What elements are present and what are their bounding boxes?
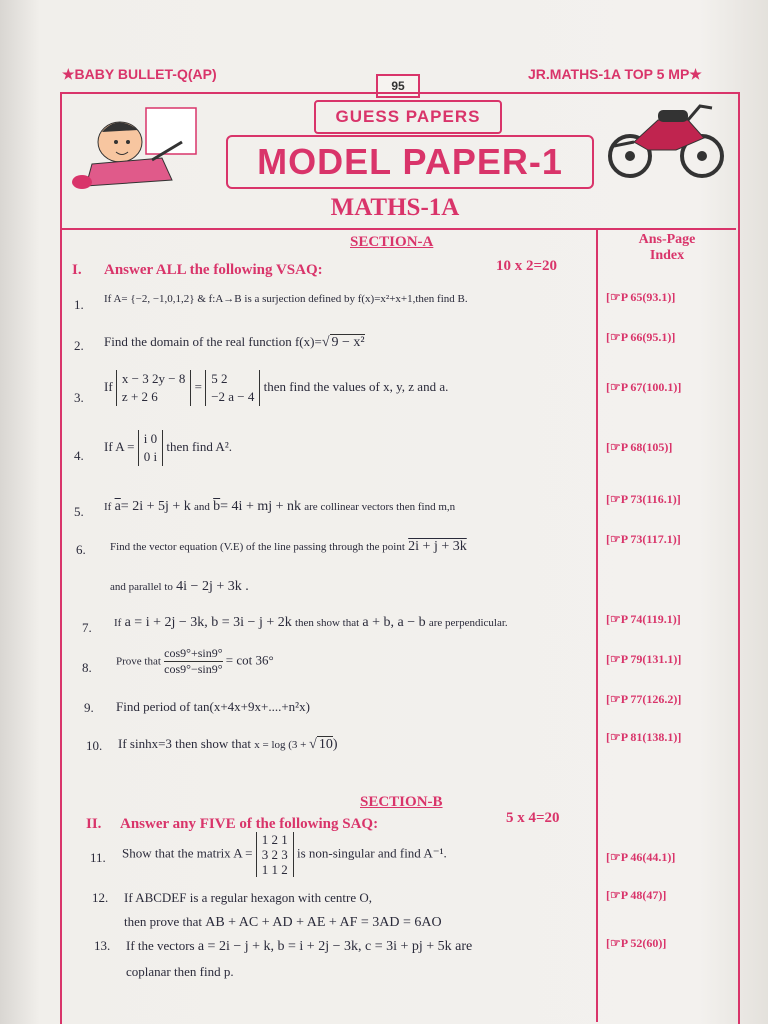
q13-text2: coplanar then find p. (126, 964, 234, 979)
q3-m1-row1: x − 3 2y − 8 (121, 371, 186, 386)
q11-text: is non-singular and find A⁻¹. (296, 845, 447, 861)
q9-number: 9. (84, 700, 94, 715)
q13-number: 13. (94, 938, 111, 953)
q7-expr2: a + b, a − b (362, 615, 426, 630)
q8-lead: Prove that (116, 655, 161, 668)
q11-ref: [☞P 46(44.1)] (606, 850, 676, 864)
q6-direction: 4i − 2j + 3k . (176, 579, 249, 594)
q4-number: 4. (74, 448, 84, 463)
q7-ref: [☞P 74(119.1)] (606, 612, 681, 626)
q3-m2-row1: 5 2 (211, 371, 228, 386)
q3-m2-row2: −2 a − 4 (211, 389, 255, 404)
q5-vec-a: $\overline{a}$ (114, 499, 121, 514)
q4-line (104, 430, 232, 466)
q8-denominator: cos9°−sin9° (164, 662, 223, 676)
q12-text: If ABCDEF is a regular hexagon with centre O, (124, 890, 373, 905)
q5-and: and (194, 501, 210, 513)
section-b-roman: II. (86, 816, 102, 832)
q13-expr: a = 2i − j + k, b = i + 2j − 3k, c = 3i + pj + 5k are (197, 939, 473, 954)
index-header-line2: Index (649, 248, 685, 263)
q10-ref: [☞P 81(138.1)] (606, 730, 682, 744)
q7-number: 7. (82, 620, 92, 635)
q5-tail: are collinear vectors then find m,n (304, 501, 456, 513)
q4-row1: i 0 (143, 431, 158, 446)
q9-text: Find period of tan(x+4x+9x+....+n²x) (116, 699, 310, 714)
q12-expr: AB + AC + AD + AE + AF = 3AD = 6AO (205, 915, 442, 930)
table-top-rule (60, 228, 736, 230)
section-b-instruction: Answer any FIVE of the following SAQ: (120, 816, 379, 832)
q5-expr-b: = 4i + mj + nk (220, 499, 302, 514)
q4-matrix (138, 430, 163, 466)
q1-text: If A= {−2, −1,0,1,2} & f:A→B is a surjection defined by f(x)=x²+x+1,then find B. (104, 293, 468, 305)
q13-text: If the vectors (126, 938, 195, 953)
q3-matrix-1 (116, 370, 191, 406)
q10-number: 10. (86, 738, 103, 753)
q5-line (104, 498, 455, 515)
q11-number: 11. (90, 850, 106, 865)
page-number: 95 (376, 74, 420, 98)
q1-ref: [☞P 65(93.1)] (606, 290, 676, 304)
q3-m1-row2: z + 2 6 (121, 389, 158, 404)
q7-line (114, 614, 508, 631)
index-header (612, 232, 722, 264)
q4-ref: [☞P 68(105)] (606, 440, 673, 454)
q1-number: 1. (74, 297, 84, 312)
q7-p3: are perpendicular. (428, 617, 508, 629)
q6-number: 6. (76, 542, 86, 557)
q4-text: then find A². (166, 438, 232, 454)
section-b-marks: 5 x 4=20 (506, 810, 560, 826)
q2-ref: [☞P 66(95.1)] (606, 330, 676, 344)
q6-text2: and parallel to (110, 581, 173, 593)
q11-row1: 1 2 1 (261, 832, 288, 847)
q5-p1: If (104, 501, 112, 513)
q8-rhs: = cot 36° (225, 652, 274, 668)
q4-row2: 0 i (143, 449, 158, 464)
q8-numerator: cos9°+sin9° (164, 646, 223, 660)
q3-ref: [☞P 67(100.1)] (606, 380, 682, 394)
q5-expr-a: = 2i + 5j + k (120, 499, 191, 514)
q5-vec-b: $\overline{b}$ (213, 499, 221, 514)
section-a-title: SECTION-A (350, 234, 434, 250)
q11-row3: 1 1 2 (261, 862, 288, 877)
q6-text: Find the vector equation (V.E) of the line passing through the point (110, 541, 405, 553)
q5-number: 5. (74, 504, 84, 519)
q6-line (110, 538, 467, 555)
q2-number: 2. (74, 338, 84, 353)
q6-ref: [☞P 73(117.1)] (606, 532, 681, 546)
q12-line2 (124, 914, 442, 931)
q3-lead: If (104, 378, 113, 394)
subject-title: MATHS-1A (330, 194, 460, 221)
q6-point: 2i + j + 3k (408, 539, 467, 554)
q5-ref: [☞P 73(116.1)] (606, 492, 681, 506)
q11-lead: Show that the matrix A = (122, 845, 253, 861)
model-paper-title: MODEL PAPER-1 (226, 135, 594, 189)
header-right: JR.MATHS-1A TOP 5 MP★ (528, 66, 702, 82)
section-a-instruction: Answer ALL the following VSAQ: (104, 262, 323, 278)
q12-ref: [☞P 48(47)] (606, 888, 667, 902)
q6-line2 (110, 578, 249, 595)
q10-close: ) (332, 737, 338, 752)
q3-matrix-2 (205, 370, 260, 406)
boy-illustration (72, 102, 202, 197)
q13-line (126, 938, 472, 955)
q12-number: 12. (92, 890, 109, 905)
q2-radicand: 9 − x² (331, 335, 365, 350)
q4-lead: If A = (104, 438, 135, 454)
q11-row2: 3 2 3 (261, 847, 288, 862)
q2-line: Find the domain of the real function f(x)=√ 9 − x² (104, 334, 365, 350)
q9-ref: [☞P 77(126.2)] (606, 692, 682, 706)
q8-fraction (164, 646, 222, 677)
q12-text2: then prove that (124, 914, 202, 929)
q7-expr: a = i + 2j − 3k, b = 3i − j + 2k (124, 615, 292, 630)
q10-expr: x = log (3 + (254, 739, 310, 751)
q10-line: If sinhx=3 then show that x = log (3 + √ 10) (118, 736, 338, 752)
section-a-marks: 10 x 2=20 (496, 258, 558, 274)
q2-text: Find the domain of the real function f(x)= (104, 334, 322, 349)
index-header-line1: Ans-Page (638, 232, 696, 247)
q10-radicand: 10 (318, 737, 333, 752)
guess-papers-label: GUESS PAPERS (314, 100, 502, 134)
header-left: ★BABY BULLET-Q(AP) (62, 66, 217, 82)
index-column-rule (596, 228, 598, 1022)
q7-p1: If (114, 617, 122, 629)
motorcycle-illustration (604, 98, 728, 182)
q11-matrix (256, 832, 294, 877)
q3-number: 3. (74, 390, 84, 405)
q8-ref: [☞P 79(131.1)] (606, 652, 682, 666)
q7-p2: then show that (294, 617, 360, 629)
q11-line (122, 832, 447, 877)
q3-equals: = (194, 378, 202, 394)
section-a-roman: I. (72, 262, 82, 278)
q10-text: If sinhx=3 then show that (118, 736, 251, 751)
q3-text: then find the values of x, y, z and a. (263, 378, 449, 394)
section-b-title: SECTION-B (360, 794, 443, 810)
q3-line (104, 370, 448, 406)
q8-number: 8. (82, 660, 92, 675)
q13-ref: [☞P 52(60)] (606, 936, 667, 950)
q8-line (116, 646, 274, 677)
